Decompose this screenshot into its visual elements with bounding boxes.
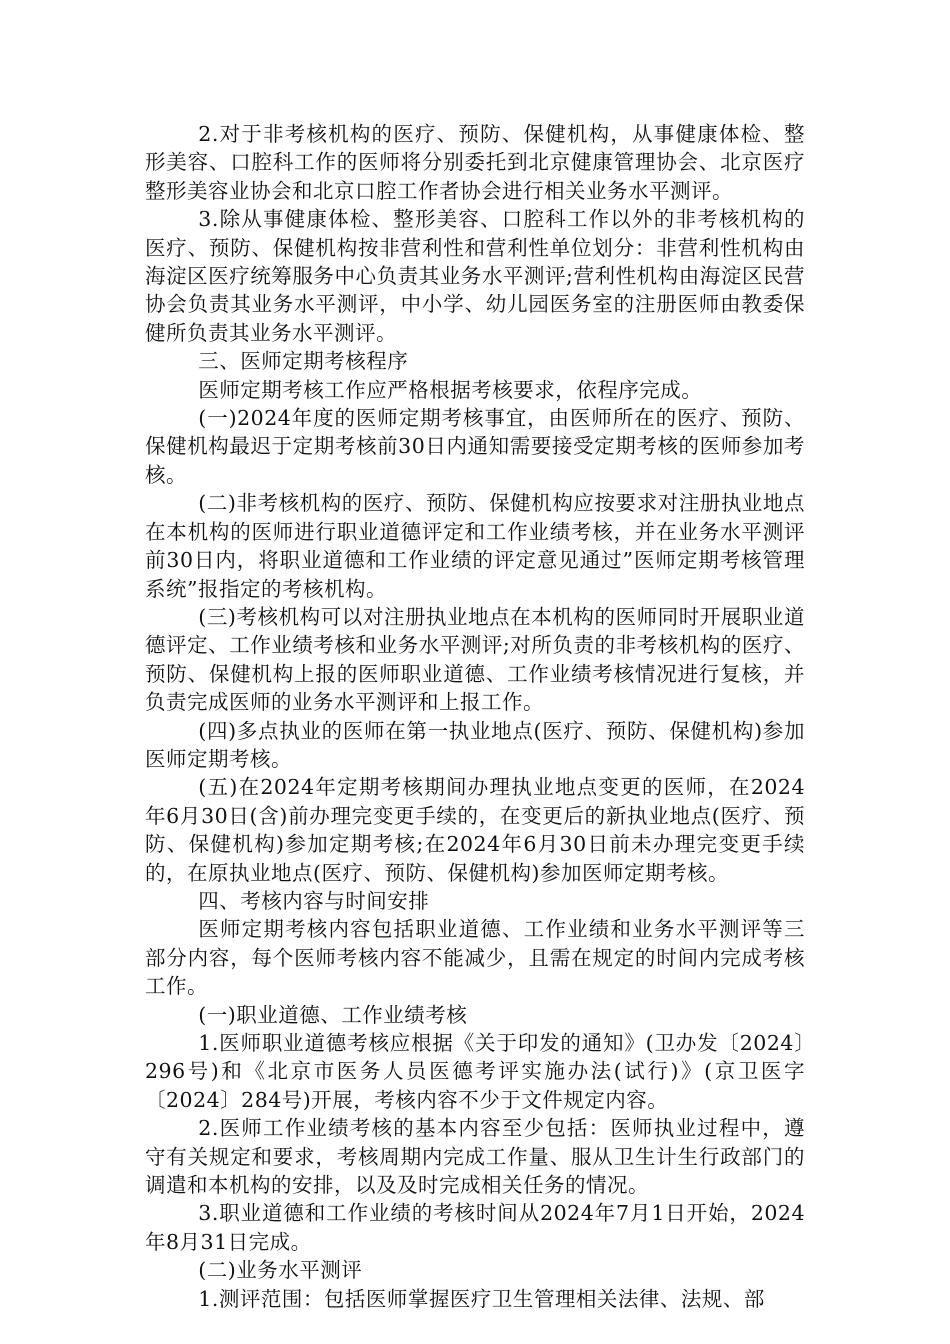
paragraph-procedure-2: (二)非考核机构的医疗、预防、保健机构应按要求对注册执业地点在本机构的医师进行职业道德评定和工作业绩考核，并在业务水平测评前30日内，将职业道德和工作业绩的评定意见通过”医师定期考核管理系统”报指定的考核机构。 bbox=[145, 491, 805, 601]
paragraph-ethics-3: 3.职业道德和工作业绩的考核时间从2024年7月1日开始，2024年8月31日完成。 bbox=[145, 1201, 805, 1254]
paragraph-ethics-2: 2.医师工作业绩考核的基本内容至少包括：医师执业过程中，遵守有关规定和要求，考核周期内完成工作量、服从卫生计生行政部门的调遣和本机构的安排，以及及时完成相关任务的情况。 bbox=[145, 1116, 805, 1198]
section-heading-content-schedule: 四、考核内容与时间安排 bbox=[198, 888, 430, 913]
paragraph-procedure-5: (五)在2024年定期考核期间办理执业地点变更的医师，在2024年6月30日(含)前办理完变更手续的，在变更后的新执业地点(医疗、预防、保健机构)参加定期考核;在2024年6月30日前未办理完变更手续的，在原执业地点(医疗、预防、保健机构)参加医师定期考核。 bbox=[145, 775, 805, 885]
paragraph-ethics-1: 1.医师职业道德考核应根据《关于印发的通知》(卫办发〔2024〕296号)和《北京市医务人员医德考评实施办法(试行)》(京卫医字〔2024〕284号)开展，考核内容不少于文件规定内容。 bbox=[145, 1031, 805, 1112]
paragraph-procedure-intro: 医师定期考核工作应严格根据考核要求，依程序完成。 bbox=[198, 377, 703, 402]
paragraph-skill-1: 1.测评范围：包括医师掌握医疗卫生管理相关法律、法规、部 bbox=[198, 1286, 765, 1311]
subsection-heading-ethics-performance: (一)职业道德、工作业绩考核 bbox=[198, 1002, 468, 1027]
paragraph-item-2-entrustment: 2.对于非考核机构的医疗、预防、保健机构，从事健康体检、整形美容、口腔科工作的医师将分别委托到北京健康管理协会、北京医疗整形美容业协会和北京口腔工作者协会进行相关业务水平测评。 bbox=[145, 122, 805, 203]
paragraph-procedure-1: (一)2024年度的医师定期考核事宜，由医师所在的医疗、预防、保健机构最迟于定期考核前30日内通知需要接受定期考核的医师参加考核。 bbox=[145, 406, 805, 487]
document-body bbox=[145, 120, 805, 1313]
paragraph-procedure-4: (四)多点执业的医师在第一执业地点(医疗、预防、保健机构)参加医师定期考核。 bbox=[145, 718, 805, 771]
paragraph-item-3-classification: 3.除从事健康体检、整形美容、口腔科工作以外的非考核机构的医疗、预防、保健机构按非营利性和营利性单位划分：非营利性机构由海淀区医疗统筹服务中心负责其业务水平测评;营利性机构由海淀区民营协会负责其业务水平测评，中小学、幼儿园医务室的注册医师由教委保健所负责其业务水平测评。 bbox=[145, 207, 805, 345]
paragraph-content-intro: 医师定期考核内容包括职业道德、工作业绩和业务水平测评等三部分内容，每个医师考核内容不能减少，且需在规定的时间内完成考核工作。 bbox=[145, 917, 805, 999]
subsection-heading-skill-assessment: (二)业务水平测评 bbox=[198, 1258, 363, 1283]
paragraph-procedure-3: (三)考核机构可以对注册执业地点在本机构的医师同时开展职业道德评定、工作业绩考核和业务水平测评;对所负责的非考核机构的医疗、预防、保健机构上报的医师职业道德、工作业绩考核情况进行复核，并负责完成医师的业务水平测评和上报工作。 bbox=[145, 604, 805, 715]
section-heading-procedure: 三、医师定期考核程序 bbox=[198, 349, 409, 374]
